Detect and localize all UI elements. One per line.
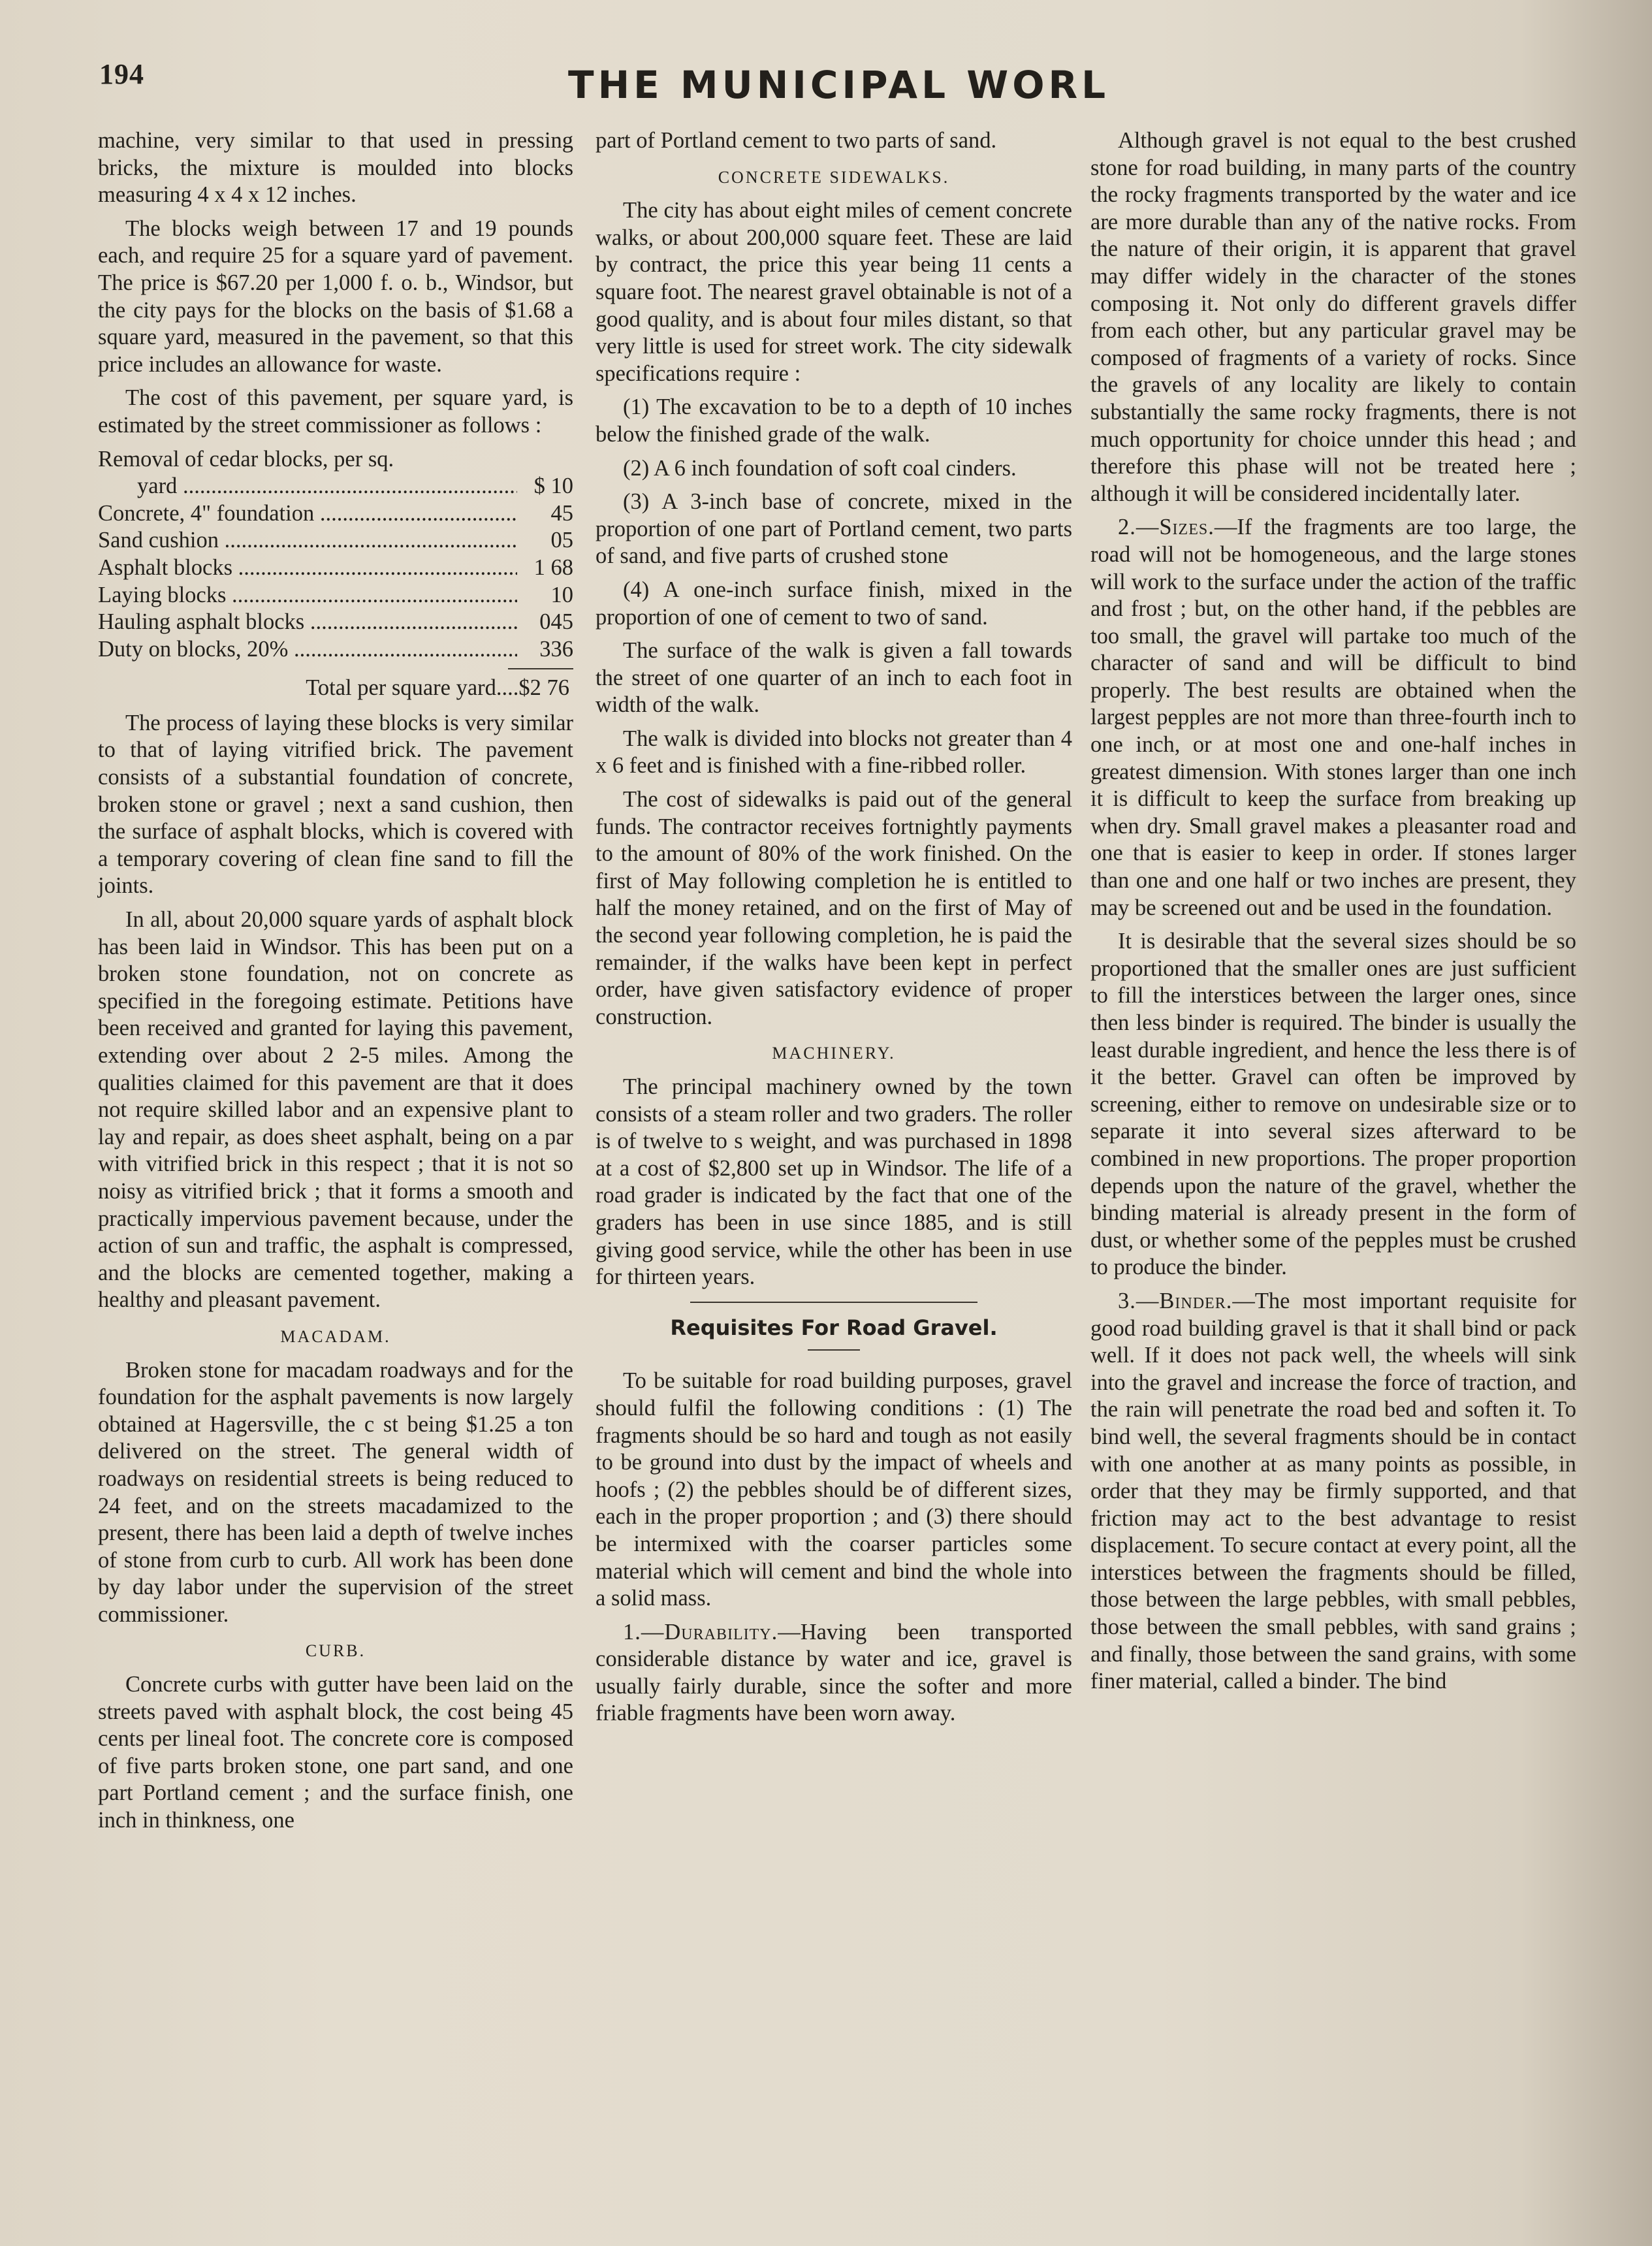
estimate-amount: 05 bbox=[550, 528, 573, 553]
paragraph: The walk is divided into blocks not greater than 4 x 6 feet and is finished with a fine-ribbed roller. bbox=[596, 726, 1072, 778]
estimate-amount: 45 bbox=[550, 500, 573, 526]
column-left bbox=[98, 127, 573, 1841]
estimate-amount: 1 68 bbox=[533, 554, 573, 580]
estimate-label: Laying blocks ..... bbox=[98, 582, 517, 609]
cost-estimate-table bbox=[98, 446, 573, 702]
divider bbox=[690, 1302, 977, 1303]
estimate-row bbox=[98, 636, 573, 664]
paragraph: (1) The excavation to be to a depth of 10 inches below the finished grade of the walk. bbox=[596, 394, 1072, 447]
estimate-total: Total per square yard....$2 76 bbox=[306, 675, 569, 701]
paragraph-lead: 2.—Sizes. bbox=[1118, 515, 1215, 540]
paragraph: The cost of sidewalks is paid out of the general funds. The contractor receives fortnightly payments to the amount of 80% of the work finished. On the first of May following completion he is entitled to half the money retained, and on the first of May of the second year following completion, he is paid the remainder, if the walks have been kept in perfect order, have given satisfactory evidence of proper construction. bbox=[596, 787, 1072, 1029]
estimate-label: Duty on blocks, 20% ..... bbox=[98, 636, 517, 664]
estimate-amount: 045 bbox=[539, 609, 573, 635]
paragraph: It is desirable that the several sizes should be so proportioned that the smaller ones are just sufficient to fill the interstices between the larger ones, since then less binder is required. The binder is usually the least durable ingredient, and hence the less there is of it the better. Gravel can often be improved by screening, either to remove on undesirable size or to separate it into several sizes afterward to be combined in new proportions. The proper proportion depends upon the nature of the gravel, whether the binding material is already present in the form of dust, or whether some of the pepples must be crushed to produce the binder. bbox=[1090, 929, 1576, 1280]
estimate-label: Sand cushion ..... bbox=[98, 527, 517, 554]
section-heading-macadam: MACADAM. bbox=[280, 1326, 391, 1346]
paragraph-body: —Having been transported considerable distance by water and ice, gravel is usually fairly durable, since the softer and more friable fragments have been worn away. bbox=[596, 1619, 1072, 1726]
paragraph: (2) A 6 inch foundation of soft coal cinders. bbox=[623, 455, 1017, 481]
estimate-amount: 10 bbox=[550, 582, 573, 607]
paragraph: machine, very similar to that used in pressing bricks, the mixture is moulded into blocks measuring 4 x 4 x 12 inches. bbox=[98, 128, 573, 208]
paragraph: (3) A 3-inch base of concrete, mixed in the proportion of one part of Portland cement, two parts of sand, and five parts of crushed stone bbox=[596, 489, 1072, 569]
column-middle bbox=[596, 127, 1072, 1734]
paragraph: (4) A one-inch surface finish, mixed in the proportion of one of cement to two of sand. bbox=[596, 577, 1072, 630]
estimate-row bbox=[98, 527, 573, 554]
estimate-row bbox=[98, 554, 573, 582]
section-heading-curb: CURB. bbox=[305, 1641, 366, 1661]
estimate-label: Concrete, 4" foundation ..... bbox=[98, 500, 517, 528]
paragraph: The city has about eight miles of cement concrete walks, or about 200,000 square feet. These are laid by contract, the price this year being 11 cents a square foot. The nearest gravel obtainable is not of a good quality, and is about four miles distant, so that very little is used for street work. The city sidewalk specifications require : bbox=[596, 198, 1072, 386]
paragraph-lead: 1.—Durability. bbox=[623, 1619, 778, 1644]
estimate-heading: Removal of cedar blocks, per sq. bbox=[98, 446, 394, 472]
page-number: 194 bbox=[99, 58, 144, 90]
estimate-row bbox=[98, 500, 573, 528]
estimate-amount: 336 bbox=[539, 636, 573, 662]
paragraph: part of Portland cement to two parts of sand. bbox=[596, 128, 997, 153]
paragraph: The process of laying these blocks is very similar to that of laying vitrified brick. The pavement consists of a substantial foundation of concrete, broken stone or gravel ; next a sand cushion, then the surface of asphalt blocks, which is covered with a temporary covering of clean fine sand to fill the joints. bbox=[98, 710, 573, 899]
paragraph: In all, about 20,000 square yards of asphalt block has been laid in Windsor. This has been put on a broken stone foundation, not on concrete as specified in the foregoing estimate. Petitions have been received and granted for laying this pavement, extending over about 2 2-5 miles. Among the qualities claimed for this pavement are that it does not require skilled labor and an expensive plant to lay and repair, as does sheet asphalt, being on a par with vitrified brick in this respect ; that it is not so noisy as vitrified brick ; that it forms a smooth and practically impervious pavement because, under the action of sun and traffic, the asphalt is compressed, and the blocks are cemented together, making a healthy and pleasant pavement. bbox=[98, 907, 573, 1313]
paragraph-body: —If the fragments are too large, the road will not be homogeneous, and the large stones will work to the surface under the action of the traffic and frost ; but, on the other hand, if the pebbles are too small, the gravel will partake too much of the character of sand and will be difficult to bind properly. The best results are obtained when the largest pepples are not more than three-fourth inch to one inch, or at most one and one-half inches in greatest dimension. With stones larger than one inch it is difficult to keep the surface from breaking up when dry. Small gravel makes a pleasanter road and one that is easier to keep in order. If stones larger than one and one half or two inches are present, they may be screened out and be used in the foundation. bbox=[1090, 515, 1576, 920]
paragraph: Broken stone for macadam roadways and for the foundation for the asphalt pavements is now largely obtained at Hagersville, the c st being $1.25 a ton delivered on the street. The general width of roadways on residential streets is being reduced to 24 feet, and on the streets macadamized to the present, there has been laid a depth of twelve inches of stone from curb to curb. All work has been done by day labor under the supervision of the street commissioner. bbox=[98, 1357, 573, 1627]
paragraph: To be suitable for road building purposes, gravel should fulfil the following conditions : (1) The fragments should be so hard and tough as not easily to be ground into dust by the impact of wheels and hoofs ; (2) the pebbles should be of different sizes, each in the proper proportion ; and (3) there should be intermixed with the coarser particles some material which will cement and bind the whole into a solid mass. bbox=[596, 1368, 1072, 1611]
running-title: THE MUNICIPAL WORL bbox=[568, 63, 1110, 107]
estimate-label: yard ..... bbox=[98, 473, 517, 500]
estimate-label: Hauling asphalt blocks ..... bbox=[98, 609, 517, 636]
divider bbox=[808, 1349, 860, 1351]
paragraph-lead: 3.—Binder. bbox=[1118, 1288, 1233, 1313]
paragraph: Concrete curbs with gutter have been laid on the streets paved with asphalt block, the cost being 45 cents per lineal foot. The concrete core is composed of five parts broken stone, one part sand, and one part Portland cement ; and the surface finish, one inch in thinkness, one bbox=[98, 1672, 573, 1833]
section-heading-concrete-sidewalks: CONCRETE SIDEWALKS. bbox=[718, 167, 950, 187]
paragraph-body: —The most important requisite for good road building gravel is that it shall bind or pack well. If it does not pack well, the wheels will sink into the gravel and increase the force of traction, and the rain will penetrate the road bed and soften it. To bind well, the several fragments should be in contact with one another at as many points as possible, in order that they may be firmly supported, and that friction may act to the best advantage to resist displacement. To secure contact at every point, all the interstices between the fragments should be filled, those between the large pebbles, with small pebbles, those between the small pebbles, with sand grains ; and finally, those between the sand grains, with some finer material, called a binder. The bind bbox=[1090, 1288, 1576, 1694]
paragraph bbox=[596, 1619, 1072, 1727]
estimate-row bbox=[98, 609, 573, 636]
paragraph: Although gravel is not equal to the best crushed stone for road building, in many parts of the country the rocky fragments transported by the water and ice are more durable than any of the native rocks. From the nature of their origin, it is apparent that gravel may differ widely in the character of the stones composing it. Not only do different gravels differ from each other, but any particular gravel may be composed of fragments of a variety of rocks. Since the gravels of any locality are likely to contain substantially the same rocky fragments, there is not much opportunity for choice unnder this head ; and therefore this phase will not be treated here ; although it will be considered incidentally later. bbox=[1090, 128, 1576, 506]
paragraph bbox=[1090, 514, 1576, 922]
article-title: Requisites For Road Gravel. bbox=[670, 1315, 998, 1340]
estimate-row bbox=[98, 582, 573, 609]
paragraph: The principal machinery owned by the town consists of a steam roller and two graders. The roller is of twelve to s weight, and was purchased in 1898 at a cost of $2,800 set up in Windsor. The life of a road grader is indicated by the fact that one of the graders has been in use since 1885, and is still giving good service, while the other has been in use for thirteen years. bbox=[596, 1074, 1072, 1290]
paragraph: The surface of the walk is given a fall towards the street of one quarter of an inch to each foot in width of the walk. bbox=[596, 638, 1072, 718]
column-right bbox=[1090, 127, 1576, 1702]
estimate-row bbox=[98, 446, 573, 473]
estimate-row bbox=[98, 473, 573, 500]
paragraph bbox=[1090, 1288, 1576, 1695]
divider bbox=[508, 668, 573, 669]
paragraph: The cost of this pavement, per square yard, is estimated by the street commissioner as follows : bbox=[98, 385, 573, 438]
estimate-label: Asphalt blocks ..... bbox=[98, 554, 517, 582]
estimate-amount: $ 10 bbox=[533, 473, 573, 499]
section-heading-machinery: MACHINERY. bbox=[772, 1044, 896, 1063]
paragraph: The blocks weigh between 17 and 19 pounds each, and require 25 for a square yard of pavement. The price is $67.20 per 1,000 f. o. b., Windsor, but the city pays for the blocks on the basis of $1.68 a square yard, measured in the pavement, so that this price includes an allowance for waste. bbox=[98, 216, 573, 377]
